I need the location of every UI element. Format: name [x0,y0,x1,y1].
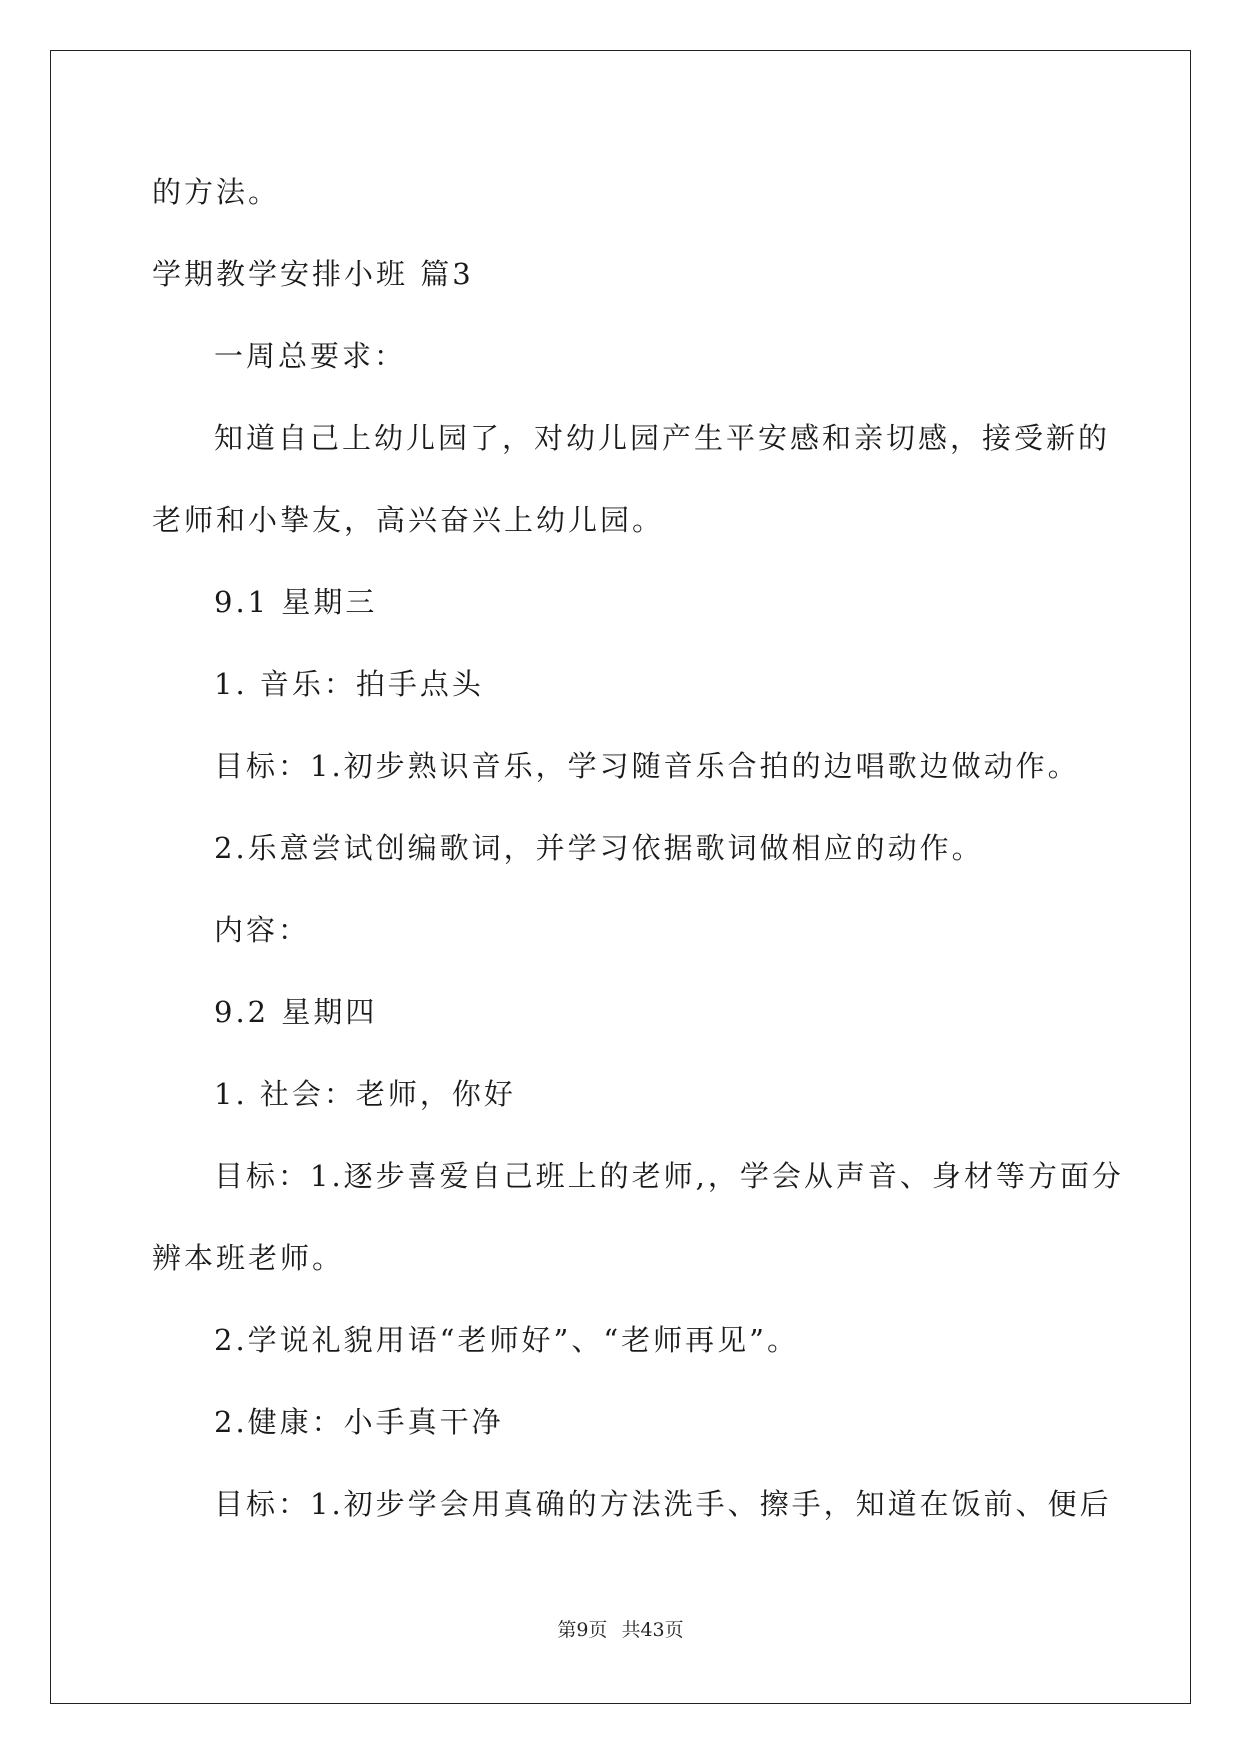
text-line: 知道自己上幼儿园了，对幼儿园产生平安感和亲切感，接受新的 [214,421,1111,455]
text-line: 目标：1.初步学会用真确的方法洗手、擦手，知道在饭前、便后 [214,1487,1112,1521]
text-line: 辨本班老师。 [152,1241,345,1275]
text-line: 目标：1.逐步喜爱自己班上的老师,，学会从声音、身材等方面分 [214,1159,1124,1193]
date-heading: 9.2 星期四 [214,995,378,1029]
text-line: 1. 音乐：拍手点头 [214,667,484,701]
text-line: 2.健康：小手真干净 [214,1405,504,1439]
text-line: 2.乐意尝试创编歌词，并学习依据歌词做相应的动作。 [214,831,984,865]
text-line: 1. 社会：老师，你好 [214,1077,516,1111]
page-total: 共43页 [621,1619,684,1641]
page-border [50,50,1191,1704]
text-line: 内容： [214,913,311,947]
date-heading: 9.1 星期三 [214,585,378,619]
text-line: 2.学说礼貌用语“老师好”、“老师再见”。 [214,1323,799,1357]
text-line: 目标：1.初步熟识音乐，学习随音乐合拍的边唱歌边做动作。 [214,749,1080,783]
text-line: 的方法。 [152,175,281,209]
page-number: 第9页 [557,1619,608,1641]
text-line: 一周总要求： [214,339,407,373]
section-heading: 学期教学安排小班 篇3 [152,257,474,291]
page-footer [0,1617,1241,1643]
text-line: 老师和小挚友，高兴奋兴上幼儿园。 [152,503,665,537]
